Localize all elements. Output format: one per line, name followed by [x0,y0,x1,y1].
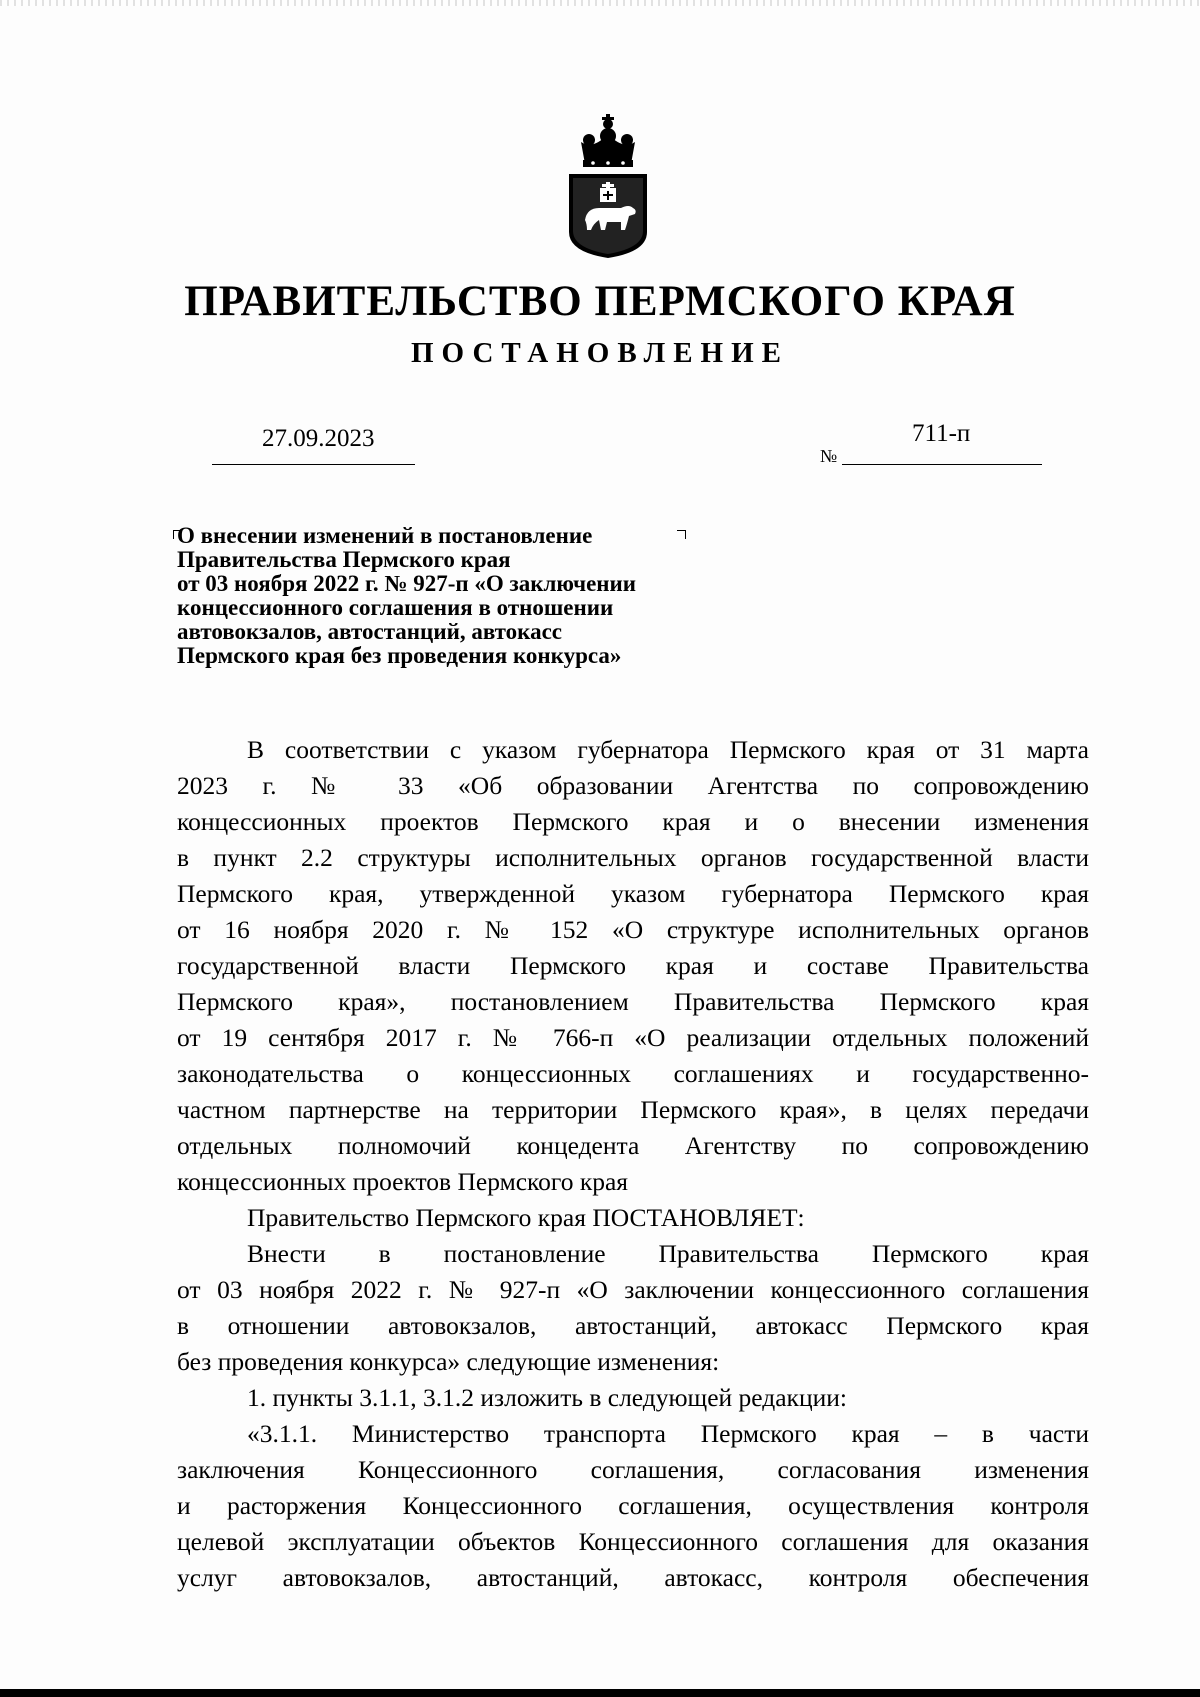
body-line: Правительство Пермского края ПОСТАНОВЛЯЕТ: [247,1203,805,1232]
subject-line: Правительства Пермского края [177,547,511,572]
document-body [177,732,1089,1596]
document-subject [177,524,777,668]
number-underline [842,464,1042,465]
body-line: заключения Концессионного соглашения, согласования изменения [177,1455,1089,1484]
date-underline [212,464,415,465]
body-line: частном партнерстве на территории Пермского края», в целях передачи [177,1095,1089,1124]
body-line: без проведения конкурса» следующие изменения: [177,1347,720,1376]
body-line: целевой эксплуатации объектов Концессионного соглашения для оказания [177,1527,1089,1556]
body-line: Пермского края», постановлением Правительства Пермского края [177,987,1089,1016]
document-number: 711-п [912,420,971,447]
subject-line: О внесении изменений в постановление [177,523,593,548]
document-date: 27.09.2023 [262,425,375,452]
document-type-heading: ПОСТАНОВЛЕНИЕ [410,337,789,369]
body-line: законодательства о концессионных соглашениях и государственно- [177,1059,1089,1088]
body-line: услуг автовокзалов, автостанций, автокасс, контроля обеспечения [177,1563,1089,1592]
scan-bottom-edge [0,1689,1200,1697]
body-line: и расторжения Концессионного соглашения, осуществления контроля [177,1491,1089,1520]
crown-icon [581,114,635,167]
scan-top-edge [0,0,1200,6]
subject-line: от 03 ноября 2022 г. № 927-п «О заключении [177,571,637,596]
body-line: Внести в постановление Правительства Пермского края [247,1239,1089,1268]
shield-icon [569,174,647,258]
body-line: от 19 сентября 2017 г. № 766-п «О реализации отдельных положений [177,1023,1089,1052]
body-line: «3.1.1. Министерство транспорта Пермского края – в части [247,1419,1089,1448]
body-line: Пермского края, утвержденной указом губернатора Пермского края [177,879,1089,908]
body-line: 2023 г. № 33 «Об образовании Агентства по сопровождению [177,771,1089,800]
body-line: В соответствии с указом губернатора Пермского края от 31 марта [247,735,1089,764]
body-line: в отношении автовокзалов, автостанций, автокасс Пермского края [177,1311,1089,1340]
perm-krai-coat-of-arms-icon [563,112,653,262]
body-line: отдельных полномочий концедента Агентству по сопровождению [177,1131,1089,1160]
number-sign: № [820,446,838,466]
body-line: от 03 ноября 2022 г. № 927-п «О заключении концессионного соглашения [177,1275,1089,1304]
body-line: от 16 ноября 2020 г. № 152 «О структуре исполнительных органов [177,915,1089,944]
body-line: концессионных проектов Пермского края [177,1167,629,1196]
subject-line: автовокзалов, автостанций, автокасс [177,619,562,644]
body-line: в пункт 2.2 структуры исполнительных органов государственной власти [177,843,1089,872]
subject-line: концессионного соглашения в отношении [177,595,614,620]
government-title: ПРАВИТЕЛЬСТВО ПЕРМСКОГО КРАЯ [184,278,1016,325]
subject-line: Пермского края без проведения конкурса» [177,643,622,668]
body-line: государственной власти Пермского края и составе Правительства [177,951,1089,980]
body-line: концессионных проектов Пермского края и о внесении изменения [177,807,1089,836]
body-line: 1. пункты 3.1.1, 3.1.2 изложить в следующей редакции: [247,1383,847,1412]
